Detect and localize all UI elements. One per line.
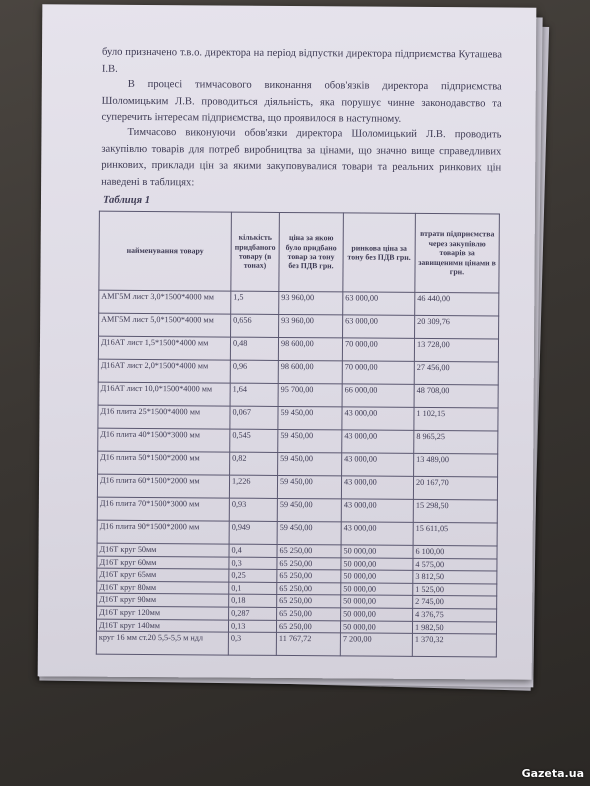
- cell-purchase-price: 65 250,00: [277, 595, 341, 608]
- cell-purchase-price: 65 250,00: [277, 607, 341, 620]
- cell-purchase-price: 59 450,00: [277, 498, 341, 521]
- cell-market-price: 50 000,00: [341, 595, 413, 608]
- cell-loss: 3 812,50: [413, 571, 497, 584]
- cell-purchase-price: 93 960,00: [279, 291, 343, 314]
- cell-market-price: 50 000,00: [341, 570, 413, 583]
- cell-loss: 20 309,76: [415, 315, 499, 339]
- cell-market-price: 7 200,00: [340, 633, 412, 657]
- cell-quantity: 1,226: [229, 475, 277, 498]
- cell-loss: 4 575,00: [413, 558, 497, 571]
- cell-loss: 13 728,00: [414, 338, 498, 362]
- cell-name: Д16Т круг 140мм: [96, 619, 228, 633]
- cell-purchase-price: 98 600,00: [278, 360, 342, 383]
- cell-name: АМГ5М лист 3,0*1500*4000 мм: [99, 290, 231, 314]
- cell-market-price: 50 000,00: [341, 583, 413, 596]
- cell-quantity: 0,545: [230, 429, 278, 452]
- cell-loss: 1 982,50: [412, 621, 496, 634]
- cell-purchase-price: 65 250,00: [277, 544, 341, 557]
- table-caption: Таблиця 1: [102, 194, 151, 207]
- table-row: [96, 631, 496, 657]
- cell-purchase-price: 65 250,00: [277, 557, 341, 570]
- cell-purchase-price: 59 450,00: [277, 475, 341, 498]
- cell-name: Д16 плита 90*1500*2000 мм: [97, 520, 229, 544]
- cell-quantity: 0,1: [229, 582, 277, 595]
- cell-name: Д16Т круг 90мм: [97, 594, 229, 608]
- cell-market-price: 43 000,00: [342, 430, 414, 454]
- cell-name: Д16 плита 50*1500*2000 мм: [98, 451, 230, 475]
- cell-loss: 20 167,70: [413, 476, 497, 500]
- table-row: [98, 405, 498, 431]
- cell-loss: 46 440,00: [415, 292, 499, 316]
- cell-purchase-price: 59 450,00: [278, 406, 342, 429]
- cell-market-price: 70 000,00: [342, 361, 414, 385]
- cell-loss: 15 298,50: [413, 499, 497, 523]
- cell-quantity: 0,067: [230, 406, 278, 429]
- cell-market-price: 63 000,00: [343, 315, 415, 339]
- cell-quantity: 0,25: [229, 569, 277, 582]
- cell-name: Д16Т круг 60мм: [97, 556, 229, 570]
- cell-market-price: 50 000,00: [341, 545, 413, 558]
- cell-purchase-price: 11 767,72: [276, 633, 340, 656]
- cell-market-price: 43 000,00: [342, 453, 414, 477]
- cell-quantity: 0,3: [229, 557, 277, 570]
- watermark-logo: Gazeta.ua: [521, 767, 584, 780]
- cell-purchase-price: 59 450,00: [278, 429, 342, 452]
- cell-market-price: 50 000,00: [340, 620, 412, 633]
- cell-market-price: 50 000,00: [341, 608, 413, 621]
- cell-name: Д16 плита 25*1500*4000 мм: [98, 405, 230, 429]
- cell-market-price: 63 000,00: [343, 292, 415, 316]
- cell-loss: 8 965,25: [414, 430, 498, 454]
- header-market-price: ринкова ціна за тону без ПДВ грн.: [343, 213, 416, 293]
- header-purchase-price: ціна за якою було придбано товар за тону без ПДВ грн.: [279, 212, 344, 291]
- cell-name: Д16АТ лист 2,0*1500*4000 мм: [98, 359, 230, 383]
- cell-quantity: 1,5: [231, 291, 279, 314]
- cell-quantity: 0,287: [229, 607, 277, 620]
- cell-market-price: 66 000,00: [342, 384, 414, 408]
- table-row: [99, 313, 499, 339]
- cell-loss: 2 745,00: [413, 596, 497, 609]
- cell-purchase-price: 93 960,00: [279, 314, 343, 337]
- table-row: [97, 497, 497, 523]
- paragraph-1: було призначено т.в.о. директора на період відпустки директора підприємства Куташева І.В.: [101, 46, 503, 75]
- cell-name: Д16Т круг 80мм: [97, 581, 229, 595]
- header-name: найменування товару: [99, 211, 232, 291]
- cell-market-price: 70 000,00: [342, 338, 414, 362]
- cell-purchase-price: 59 450,00: [277, 521, 341, 544]
- cell-loss: 15 611,05: [413, 522, 497, 546]
- cell-quantity: 0,4: [229, 544, 277, 557]
- cell-quantity: 1,64: [230, 383, 278, 406]
- cell-name: Д16АТ лист 10,0*1500*4000 мм: [98, 382, 230, 406]
- cell-loss: 48 708,00: [414, 384, 498, 408]
- purchase-table: [96, 211, 500, 658]
- document-page: [38, 4, 537, 679]
- cell-loss: 1 370,32: [412, 634, 496, 658]
- cell-name: Д16АТ лист 1,5*1500*4000 мм: [98, 336, 230, 360]
- table-row: [98, 451, 498, 477]
- cell-market-price: 43 000,00: [341, 476, 413, 500]
- cell-quantity: 0,3: [228, 632, 276, 655]
- cell-market-price: 50 000,00: [341, 557, 413, 570]
- header-quantity: кількість придбаного товару (в тонах): [231, 212, 280, 291]
- cell-market-price: 43 000,00: [341, 522, 413, 546]
- cell-name: Д16 плита 40*1500*3000 мм: [98, 428, 230, 452]
- cell-purchase-price: 65 250,00: [276, 620, 340, 633]
- table-row: [98, 359, 498, 385]
- table-row: [97, 474, 497, 500]
- cell-purchase-price: 59 450,00: [278, 452, 342, 475]
- cell-quantity: 0,18: [229, 594, 277, 607]
- cell-market-price: 43 000,00: [341, 499, 413, 523]
- cell-quantity: 0,949: [229, 521, 277, 544]
- cell-quantity: 0,93: [229, 498, 277, 521]
- cell-purchase-price: 65 250,00: [277, 582, 341, 595]
- cell-market-price: 43 000,00: [342, 407, 414, 431]
- cell-name: круг 16 мм ст.20 5,5-5,5 м ндл: [96, 631, 228, 655]
- cell-name: АМГ5М лист 5,0*1500*4000 мм: [99, 313, 231, 337]
- cell-name: Д16Т круг 50мм: [97, 543, 229, 557]
- cell-quantity: 0,82: [230, 452, 278, 475]
- cell-loss: 6 100,00: [413, 545, 497, 558]
- table-row: [99, 290, 499, 316]
- cell-quantity: 0,13: [228, 620, 276, 633]
- cell-name: Д16 плита 60*1500*2000 мм: [97, 474, 229, 498]
- cell-quantity: 0,96: [230, 360, 278, 383]
- cell-loss: 13 489,00: [414, 453, 498, 477]
- cell-purchase-price: 98 600,00: [278, 337, 342, 360]
- header-loss: втрати підприємства через закупівлю товарів за завищеними цінами в грн.: [415, 213, 500, 293]
- cell-loss: 1 525,00: [413, 583, 497, 596]
- cell-name: Д16Т круг 65мм: [97, 568, 229, 582]
- table-row: [98, 336, 498, 362]
- cell-quantity: 0,656: [231, 314, 279, 337]
- cell-purchase-price: 95 700,00: [278, 383, 342, 406]
- cell-name: Д16 плита 70*1500*3000 мм: [97, 497, 229, 521]
- paragraph-3: Тимчасово виконуючи обов'язки директора Шоломицький Л.В. проводить закупівлю товарів для потреб виробництва за цінами, що значно вище справедливих ринкових, приклади цін за якими закуповувалися товари та реальних ринкових цін наведені в таблицях:: [101, 126, 502, 188]
- cell-loss: 1 102,15: [414, 407, 498, 431]
- cell-name: Д16Т круг 120мм: [97, 606, 229, 620]
- table-row: [97, 520, 497, 546]
- paragraph-2: В процесі тимчасового виконання обов'язків директора підприємства Шоломицьким Л.В. проводиться діяльність, яка порушує чинне законодавство та суперечить інтересам підприємства, що проявилося в наступному.: [101, 78, 502, 125]
- cell-quantity: 0,48: [230, 337, 278, 360]
- cell-loss: 27 456,00: [414, 361, 498, 385]
- cell-purchase-price: 65 250,00: [277, 570, 341, 583]
- table-row: [98, 382, 498, 408]
- cell-loss: 4 376,75: [413, 608, 497, 621]
- table-row: [98, 428, 498, 454]
- table-header-row: [99, 211, 500, 293]
